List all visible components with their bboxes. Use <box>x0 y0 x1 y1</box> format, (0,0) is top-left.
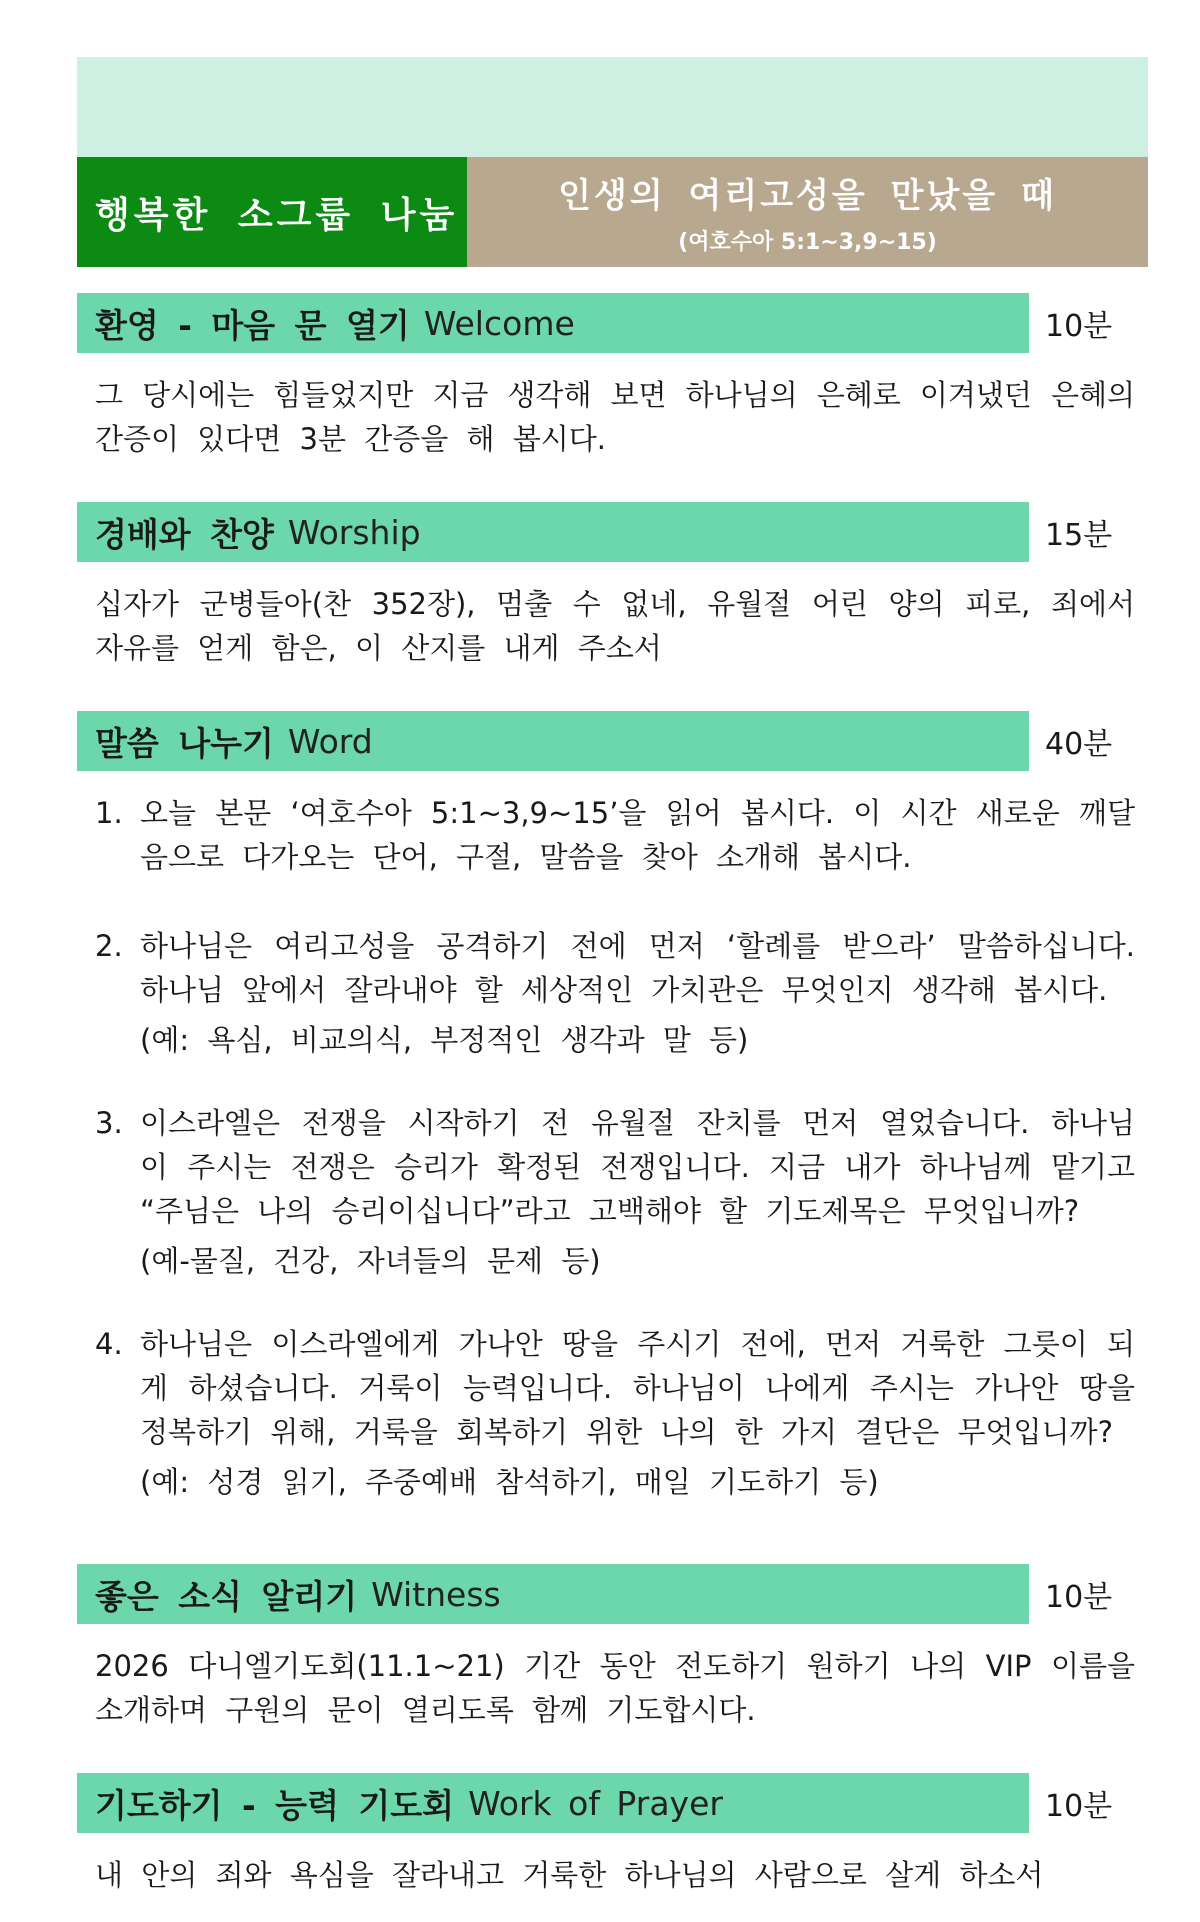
section-title: 기도하기 - 능력 기도회 <box>95 1785 455 1825</box>
question-text: 이스라엘은 전쟁을 시작하기 전 유월절 잔치를 먼저 열었습니다. 하나님이 주시는 전쟁은 승리가 확정된 전쟁입니다. 지금 내가 하나님께 맡기고 “주님은 나의 승리이십니다”라고 고백해야 할 기도제목은 무엇입니까? <box>140 1106 1135 1228</box>
question-example: (예: 성경 읽기, 주중예배 참석하기, 매일 기도하기 등) <box>140 1465 879 1499</box>
question-number: 1. <box>95 796 123 830</box>
question-example: (예: 욕심, 비교의식, 부정적인 생각과 말 등) <box>140 1023 749 1057</box>
section-welcome-header <box>77 293 1029 353</box>
question-number: 3. <box>95 1106 123 1140</box>
question-example: (예-물질, 건강, 자녀들의 문제 등) <box>140 1244 601 1278</box>
section-witness-header <box>77 1564 1029 1624</box>
section-word-header <box>77 711 1029 771</box>
section-title-en: Word <box>287 721 373 761</box>
question-item <box>95 1101 1135 1283</box>
worship-text: 십자가 군병들아(찬 352장), 멈출 수 없네, 유월절 어린 양의 피로, 죄에서 자유를 얻게 함은, 이 산지를 내게 주소서 <box>95 587 1135 665</box>
question-text: 오늘 본문 ‘여호수아 5:1~3,9~15’을 읽어 봅시다. 이 시간 새로운 깨달음으로 다가오는 단어, 구절, 말씀을 찾아 소개해 봅시다. <box>140 796 1135 874</box>
top-color-band <box>77 57 1148 157</box>
question-text: 하나님은 여리고성을 공격하기 전에 먼저 ‘할례를 받으라’ 말씀하십니다. 하나님 앞에서 잘라내야 할 세상적인 가치관은 무엇인지 생각해 봅시다. <box>140 929 1135 1007</box>
section-prayer-header <box>77 1773 1029 1833</box>
question-text: 하나님은 이스라엘에게 가나안 땅을 주시기 전에, 먼저 거룩한 그릇이 되게 하셨습니다. 거룩이 능력입니다. 하나님이 나에게 주시는 가나안 땅을 정복하기 위해, 거룩을 회복하기 위한 나의 한 가지 결단은 무엇입니까? <box>140 1327 1135 1449</box>
section-title-en: Work of Prayer <box>468 1783 723 1823</box>
section-time: 40분 <box>1045 727 1113 762</box>
welcome-text: 그 당시에는 힘들었지만 지금 생각해 보면 하나님의 은혜로 이겨냈던 은혜의 간증이 있다면 3분 간증을 해 봅시다. <box>95 378 1135 456</box>
section-title: 경배와 찬양 <box>95 514 274 554</box>
section-worship-header <box>77 502 1029 562</box>
section-title-en: Worship <box>287 512 421 552</box>
sermon-title: 인생의 여리고성을 만났을 때 <box>558 176 1057 216</box>
witness-text: 2026 다니엘기도회(11.1~21) 기간 동안 전도하기 원하기 나의 VIP 이름을 소개하며 구원의 문이 열리도록 함께 기도합시다. <box>95 1649 1135 1727</box>
section-title-en: Welcome <box>423 303 575 343</box>
question-number: 2. <box>95 929 123 963</box>
section-time: 10분 <box>1045 1789 1113 1824</box>
section-time: 10분 <box>1045 309 1113 344</box>
section-time: 10분 <box>1045 1580 1113 1615</box>
section-title-en: Witness <box>371 1574 501 1614</box>
question-item <box>95 1322 1135 1504</box>
section-time: 15분 <box>1045 518 1113 553</box>
page-header <box>77 157 1148 267</box>
section-title: 좋은 소식 알리기 <box>95 1576 358 1616</box>
question-item <box>95 924 1135 1062</box>
prayer-text: 내 안의 죄와 욕심을 잘라내고 거룩한 하나님의 사람으로 살게 하소서 <box>95 1858 1044 1892</box>
section-title: 말씀 나누기 <box>95 723 274 763</box>
header-title: 행복한 소그룹 나눔 <box>77 157 467 267</box>
section-title: 환영 - 마음 문 열기 <box>95 305 410 345</box>
scripture-reference: (여호수아 5:1~3,9~15) <box>678 230 937 255</box>
sermon-title-box <box>467 157 1148 267</box>
question-item <box>95 791 1135 879</box>
question-number: 4. <box>95 1327 123 1361</box>
